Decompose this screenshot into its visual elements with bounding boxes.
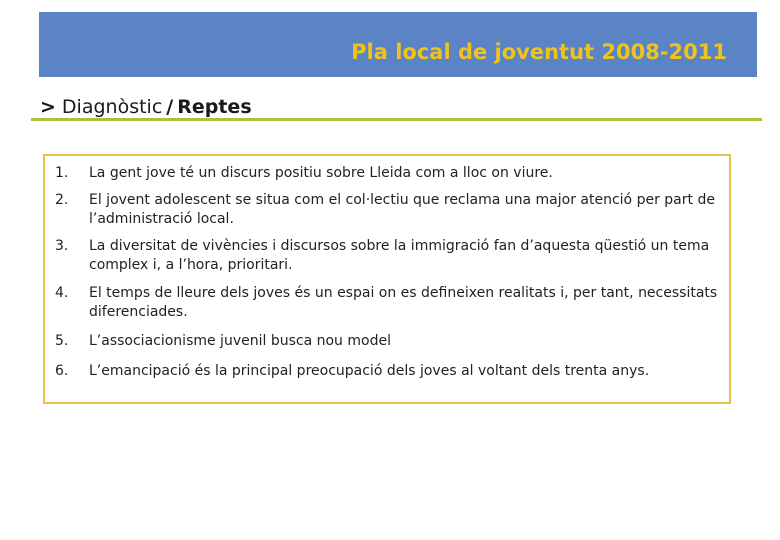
item-number: 6.: [55, 363, 69, 379]
breadcrumb-divider: /: [166, 96, 174, 118]
item-number: 1.: [55, 165, 69, 181]
breadcrumb-current: Reptes: [177, 96, 252, 118]
breadcrumb-section: Diagnòstic: [61, 96, 163, 118]
item-number: 2.: [55, 192, 69, 208]
item-text: La diversitat de vivències i discursos sobre la immigració fan d’aquesta qüestió un tema complex i, a l’hora, prioritari.: [89, 238, 710, 273]
section-divider: [31, 118, 762, 121]
header-banner: [39, 12, 757, 77]
item-text: La gent jove té un discurs positiu sobre Lleida com a lloc on viure.: [89, 165, 553, 181]
item-text: El jovent adolescent se situa com el col·lectiu que reclama una major atenció per part de l’administració local.: [89, 192, 715, 227]
breadcrumb: [40, 96, 252, 118]
challenges-box: [43, 154, 731, 404]
item-number: 4.: [55, 285, 69, 301]
item-number: 5.: [55, 333, 69, 349]
breadcrumb-arrow: >: [40, 96, 56, 118]
item-text: L’emancipació és la principal preocupació dels joves al voltant dels trenta anys.: [89, 363, 650, 379]
item-text: L’associacionisme juvenil busca nou model: [89, 333, 391, 349]
item-text: El temps de lleure dels joves és un espai on es defineixen realitats i, per tant, necessitats diferenciades.: [89, 285, 718, 320]
page-title: Pla local de joventut 2008-2011: [351, 40, 727, 64]
item-number: 3.: [55, 238, 69, 254]
